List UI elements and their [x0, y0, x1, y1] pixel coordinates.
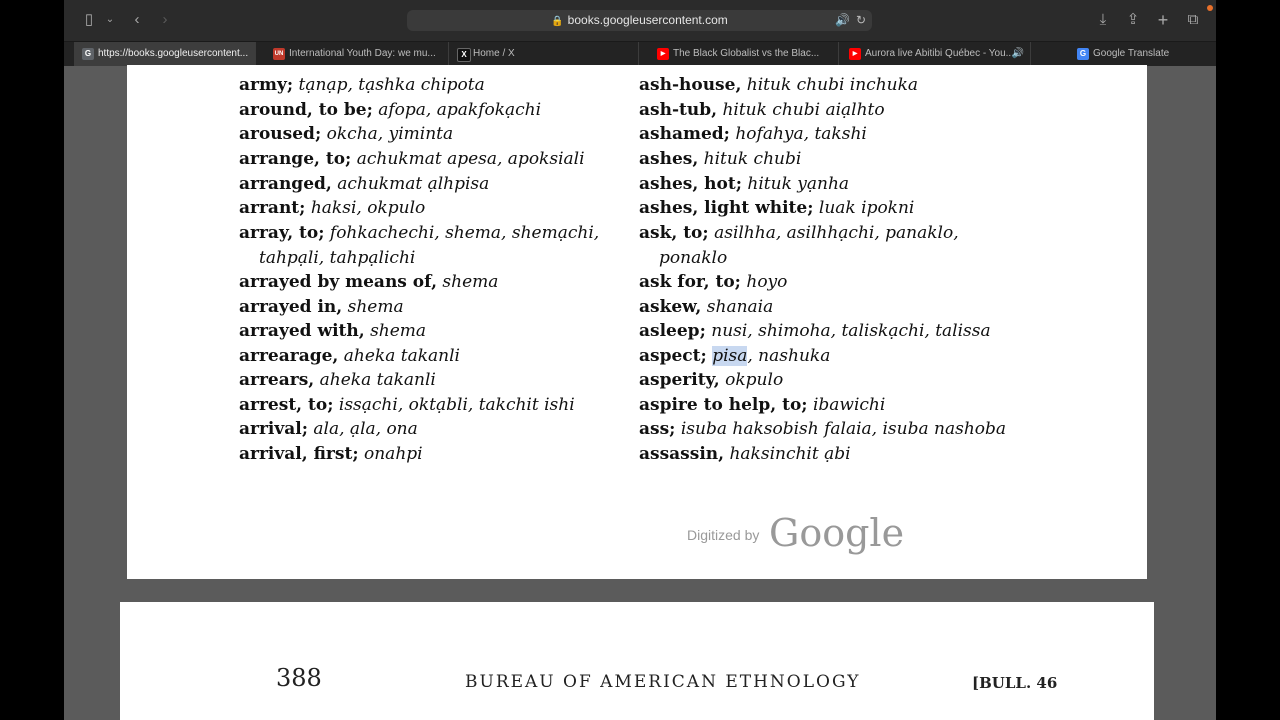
entry: ash-house, hituk chubi inchuka [639, 75, 919, 95]
entry: ash-tub, hituk chubi aiạlhto [639, 100, 885, 120]
tab-title: International Youth Day: we mu... [289, 48, 436, 59]
entry: arrayed by means of, shema [239, 272, 499, 292]
entry: assassin, haksinchit ạbi [639, 444, 851, 464]
entry: array, to; fohkachechi, shema, shemạchi, [239, 223, 600, 243]
tab-title: Aurora live Abitibi Québec - You... [865, 48, 1014, 59]
lock-icon: 🔒 [551, 16, 564, 27]
entry: asperity, okpulo [639, 370, 784, 390]
new-tab-icon[interactable]: + [1157, 10, 1169, 30]
entry-continuation: tahpạli, tahpạlichi [259, 248, 416, 268]
youtube-favicon-icon: ▶ [657, 48, 669, 60]
youtube-favicon-icon: ▶ [849, 48, 861, 60]
entry: ashes, light white; luak ipokni [639, 198, 915, 218]
entry: ashamed; hofahya, takshi [639, 124, 867, 144]
page-number: 388 [276, 664, 322, 692]
un-favicon-icon: UN [273, 48, 285, 60]
tab-x-home[interactable] [449, 42, 639, 66]
browser-window [64, 0, 1216, 720]
bulletin-number: [BULL. 46 [972, 674, 1058, 692]
tab-title: The Black Globalist vs the Blac... [673, 48, 820, 59]
entry: arrival; ala, ạla, ona [239, 419, 418, 439]
address-text: books.googleusercontent.com [567, 13, 728, 27]
entry: ask for, to; hoyo [639, 272, 788, 292]
entry: arrearage, aheka takanli [239, 346, 460, 366]
entry: ashes, hituk chubi [639, 149, 802, 169]
tab-black-globalist[interactable] [649, 42, 839, 66]
book-page [127, 65, 1147, 579]
entry: asleep; nusi, shimoha, taliskạchi, talissa [639, 321, 991, 341]
entry: askew, shanaia [639, 297, 774, 317]
tab-title: https://books.googleusercontent... [98, 48, 249, 59]
tab-bar [64, 41, 1216, 66]
entry: arrears, aheka takanli [239, 370, 436, 390]
next-book-page [120, 602, 1154, 720]
chevron-down-icon[interactable]: ⌄ [105, 14, 115, 25]
share-icon[interactable]: ⇪ [1126, 11, 1140, 28]
tab-aurora-live[interactable] [841, 42, 1031, 66]
text-selection-highlight: pisa [712, 346, 748, 366]
tab-youth-day[interactable] [265, 42, 449, 66]
tab-books[interactable] [74, 42, 256, 66]
translate-favicon-icon: G [1077, 48, 1089, 60]
entry-continuation: ponaklo [659, 248, 728, 268]
entry: ashes, hot; hituk yạnha [639, 174, 850, 194]
back-icon[interactable]: ‹ [134, 11, 140, 28]
entry: arrange, to; achukmat apesa, apoksiali [239, 149, 585, 169]
tab-overview-icon[interactable]: ⧉ [1187, 11, 1199, 28]
entry: aspire to help, to; ibawichi [639, 395, 886, 415]
forward-icon[interactable]: › [162, 11, 168, 28]
notification-dot-icon [1207, 5, 1213, 11]
download-icon[interactable]: ⤓ [1099, 11, 1107, 28]
google-logo: Google [769, 511, 905, 555]
entry: arranged, achukmat ạlhpisa [239, 174, 490, 194]
entry: aroused; okcha, yiminta [239, 124, 454, 144]
tab-title: Home / X [473, 48, 515, 59]
entry: arrival, first; onahpi [239, 444, 423, 464]
reload-icon[interactable]: ↻ [855, 13, 866, 27]
entry: arrest, to; issạchi, oktạbli, takchit ishi [239, 395, 575, 415]
tab-google-translate[interactable] [1069, 42, 1209, 66]
entry: aspect; pisa, nashuka [639, 346, 831, 366]
selected-text: pisa, nashuka [712, 346, 831, 366]
entry: ask, to; asilhha, asilhhạchi, panaklo, [639, 223, 959, 243]
entry: arrant; haksi, okpulo [239, 198, 426, 218]
speaker-icon[interactable]: 🔊 [835, 13, 850, 27]
running-title: BUREAU OF AMERICAN ETHNOLOGY [465, 672, 861, 692]
sidebar-toggle-icon[interactable]: ▯ [84, 11, 94, 28]
entry: arrayed with, shema [239, 321, 427, 341]
google-favicon-icon: G [82, 48, 94, 60]
browser-toolbar [64, 0, 1216, 41]
address-bar[interactable] [407, 10, 872, 31]
entry: ass; isuba haksobish falaia, isuba nashoba [639, 419, 1007, 439]
entry: arrayed in, shema [239, 297, 404, 317]
x-favicon-icon: X [457, 48, 471, 62]
digitized-prefix: Digitized by [687, 527, 760, 543]
entry: around, to be; afopa, apakfokạchi [239, 100, 542, 120]
speaker-icon[interactable]: 🔊 [1011, 48, 1024, 59]
entry: army; tạnạp, tạshka chipota [239, 75, 485, 95]
tab-title: Google Translate [1093, 48, 1170, 59]
